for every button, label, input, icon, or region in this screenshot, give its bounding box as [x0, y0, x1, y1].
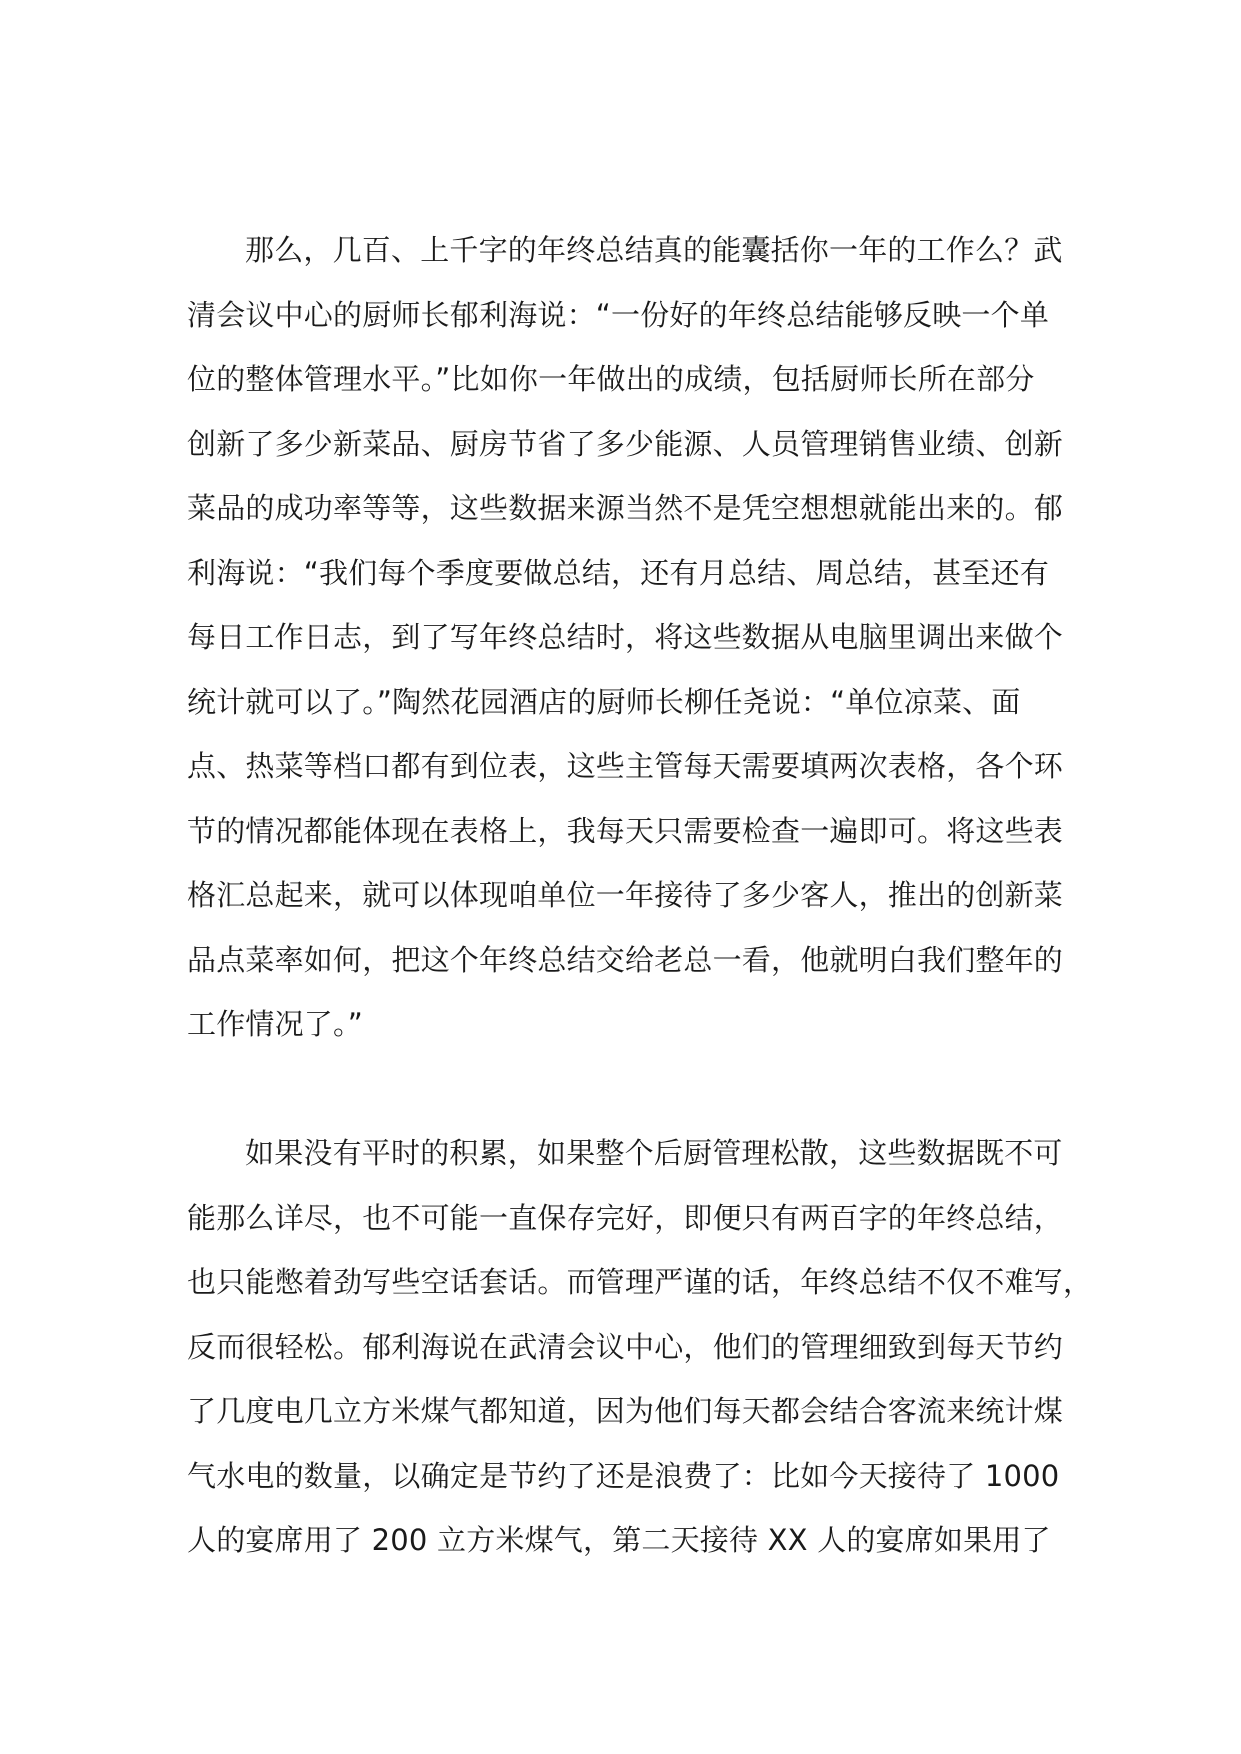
paragraph-line: 点、热菜等档口都有到位表，这些主管每天需要填两次表格，各个环 — [187, 749, 1064, 783]
paragraph-line: 人的宴席用了 200 立方米煤气，第二天接待 XX 人的宴席如果用了 — [187, 1523, 1051, 1557]
paragraph-line: 气水电的数量，以确定是节约了还是浪费了：比如今天接待了 1000 — [187, 1458, 1060, 1493]
paragraph-line: 工作情况了。” — [187, 1007, 363, 1041]
paragraph-line: 能那么详尽，也不可能一直保存完好，即便只有两百字的年终总结， — [187, 1200, 1064, 1235]
paragraph-1 — [187, 218, 1064, 1057]
paragraph-line: 那么，几百、上千字的年终总结真的能囊括你一年的工作么？武 — [245, 233, 1063, 267]
paragraph-line: 清会议中心的厨师长郁利海说：“一份好的年终总结能够反映一个单 — [187, 297, 1050, 332]
paragraph-line: 如果没有平时的积累，如果整个后厨管理松散，这些数据既不可 — [245, 1136, 1063, 1170]
paragraph-line: 菜品的成功率等等，这些数据来源当然不是凭空想想就能出来的。郁 — [187, 491, 1064, 525]
paragraph-line: 利海说：“我们每个季度要做总结，还有月总结、周总结，甚至还有 — [187, 555, 1050, 590]
paragraph-line: 反而很轻松。郁利海说在武清会议中心，他们的管理细致到每天节约 — [187, 1329, 1064, 1364]
paragraph-line: 统计就可以了。”陶然花园酒店的厨师长柳任尧说：“单位凉菜、面 — [187, 684, 1021, 719]
paragraph-line: 每日工作日志，到了写年终总结时，将这些数据从电脑里调出来做个 — [187, 620, 1064, 654]
paragraph-line: 创新了多少新菜品、厨房节省了多少能源、人员管理销售业绩、创新 — [187, 426, 1064, 461]
paragraph-2 — [187, 1121, 1093, 1573]
paragraph-line: 位的整体管理水平。”比如你一年做出的成绩，包括厨师长所在部分 — [187, 362, 1035, 396]
paragraph-line: 了几度电几立方米煤气都知道，因为他们每天都会结合客流来统计煤 — [187, 1394, 1064, 1428]
paragraph-line: 节的情况都能体现在表格上，我每天只需要检查一遍即可。将这些表 — [187, 813, 1064, 848]
paragraph-line: 也只能憋着劲写些空话套话。而管理严谨的话，年终总结不仅不难写， — [187, 1265, 1093, 1299]
paragraph-line: 品点菜率如何，把这个年终总结交给老总一看，他就明白我们整年的 — [187, 942, 1064, 977]
paragraph-line: 格汇总起来，就可以体现咱单位一年接待了多少客人，推出的创新菜 — [187, 878, 1064, 912]
